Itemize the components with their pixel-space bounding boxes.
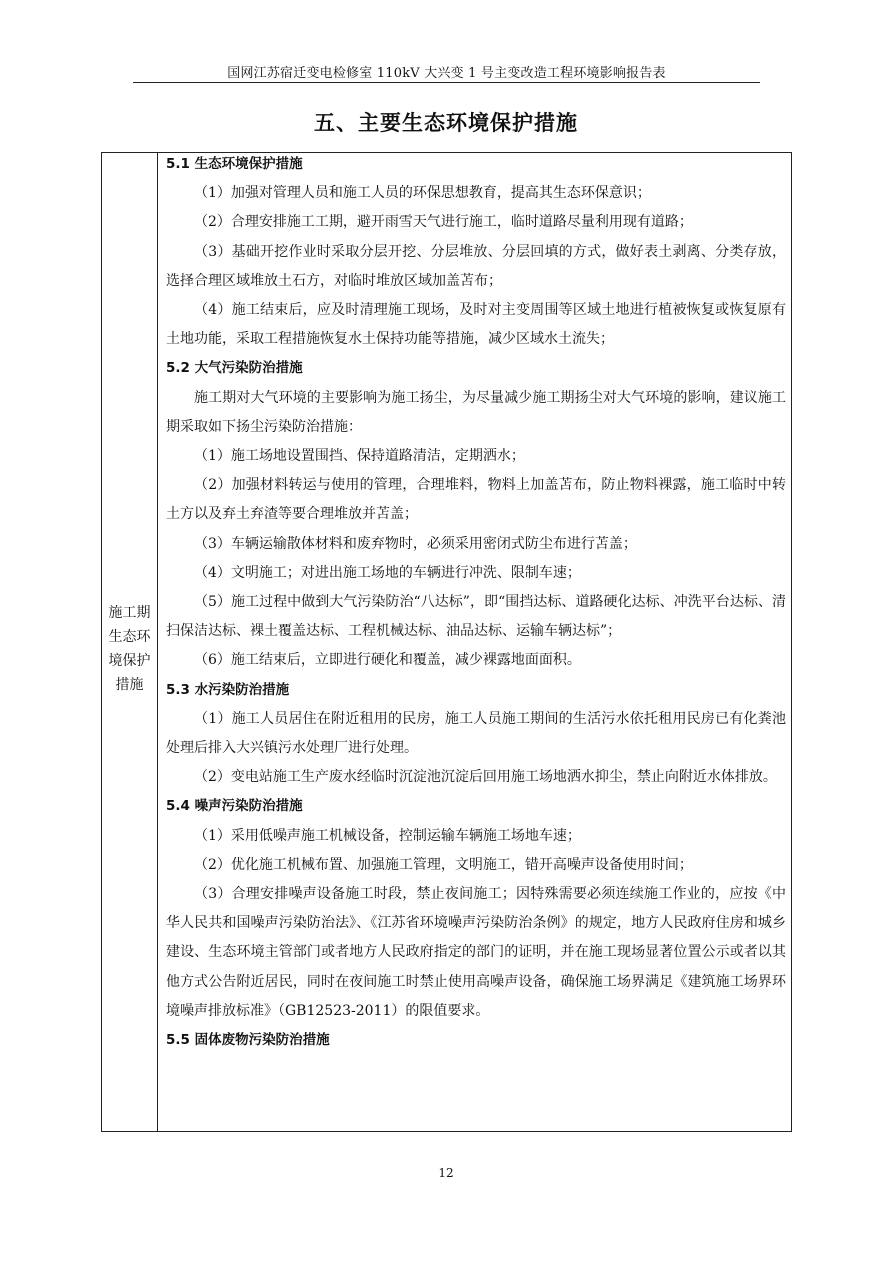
paragraph: （1）施工人员居住在附近租用的民房，施工人员施工期间的生活污水依托租用民房已有化粪池处理后排入大兴镇污水处理厂进行处理。	[166, 710, 786, 757]
paragraph: （2）变电站施工生产废水经临时沉淀池沉淀后回用施工场地洒水抑尘，禁止向附近水体排放。	[194, 769, 777, 786]
row-label-line: 生态环	[108, 629, 151, 645]
row-label	[102, 601, 157, 697]
paragraph: （1）加强对管理人员和施工人员的环保思想教育，提高其生态环保意识；	[194, 185, 651, 202]
paragraph: （2）加强材料转运与使用的管理，合理堆料，物料上加盖苫布，防止物料裸露，施工临时中转土方以及弃土弃渣等要合理堆放并苫盖；	[166, 477, 786, 523]
page-number: 12	[438, 1166, 454, 1180]
paragraph: （1）采用低噪声施工机械设备，控制运输车辆施工场地车速；	[194, 827, 581, 844]
row-label-line: 措施	[115, 677, 144, 693]
row-label-line: 境保护	[108, 653, 151, 669]
paragraph: （2）合理安排施工工期，避开雨雪天气进行施工，临时道路尽量利用现有道路；	[194, 214, 693, 231]
paragraph: （6）施工结束后，立即进行硬化和覆盖，减少裸露地面面积。	[194, 652, 581, 669]
paragraph: 施工期对大气环境的主要影响为施工扬尘，为尽量减少施工期扬尘对大气环境的影响，建议施工期采取如下扬尘污染防治措施：	[166, 389, 786, 435]
paragraph: （3）车辆运输散体材料和废弃物时，必须采用密闭式防尘布进行苫盖；	[194, 535, 637, 552]
paragraph: （3）基础开挖作业时采取分层开挖、分层堆放、分层回填的方式，做好表土剥离、分类存放，选择合理区域堆放土石方，对临时堆放区域加盖苫布；	[166, 243, 786, 289]
paragraph: （1）施工场地设置围挡、保持道路清洁，定期洒水；	[194, 448, 525, 465]
row-label-line: 施工期	[108, 605, 151, 621]
paragraph: （2）优化施工机械布置、加强施工管理，文明施工，错开高噪声设备使用时间；	[194, 856, 693, 873]
section-heading: 5.4 噪声污染防治措施	[166, 798, 303, 815]
section-heading: 5.1 生态环境保护措施	[166, 156, 303, 172]
page-title: 五、主要生态环境保护措施	[314, 111, 578, 135]
measures-table	[101, 152, 792, 1132]
paragraph: （5）施工过程中做到大气污染防治“八达标”，即“围挡达标、道路硬化达标、冲洗平台达标、清扫保洁达标、裸土覆盖达标、工程机械达标、油品达标、运输车辆达标”；	[166, 594, 786, 640]
measures-content	[166, 150, 786, 1055]
paragraph: （4）施工结束后，应及时清理施工现场，及时对主变周围等区域土地进行植被恢复或恢复原有土地功能，采取工程措施恢复水土保持功能等措施，减少区域水土流失；	[166, 302, 786, 348]
paragraph: （3）合理安排噪声设备施工时段，禁止夜间施工；因特殊需要必须连续施工作业的，应按《中华人民共和国噪声污染防治法》、《江苏省环境噪声污染防治条例》的规定，地方人民政府住房和城乡建设、生态环境主管部门或者地方人民政府指定的部门的证明，并在施工现场显著位置公示或者以其他方式公告附近居民，同时在夜间施工时禁止使用高噪声设备，确保施工场界满足《建筑施工场界环境噪声排放标准》（GB12523-2011）的限值要求。	[166, 886, 786, 1019]
section-heading: 5.5 固体废物污染防治措施	[166, 1032, 330, 1049]
section-heading: 5.2 大气污染防治措施	[166, 360, 303, 377]
running-header: 国网江苏宿迁变电检修室 110kV 大兴变 1 号主变改造工程环境影响报告表	[227, 66, 666, 81]
paragraph: （4）文明施工；对进出施工场地的车辆进行冲洗、限制车速；	[194, 564, 581, 581]
header-rule	[133, 82, 760, 83]
column-divider	[157, 153, 158, 1131]
section-heading: 5.3 水污染防治措施	[166, 681, 290, 698]
